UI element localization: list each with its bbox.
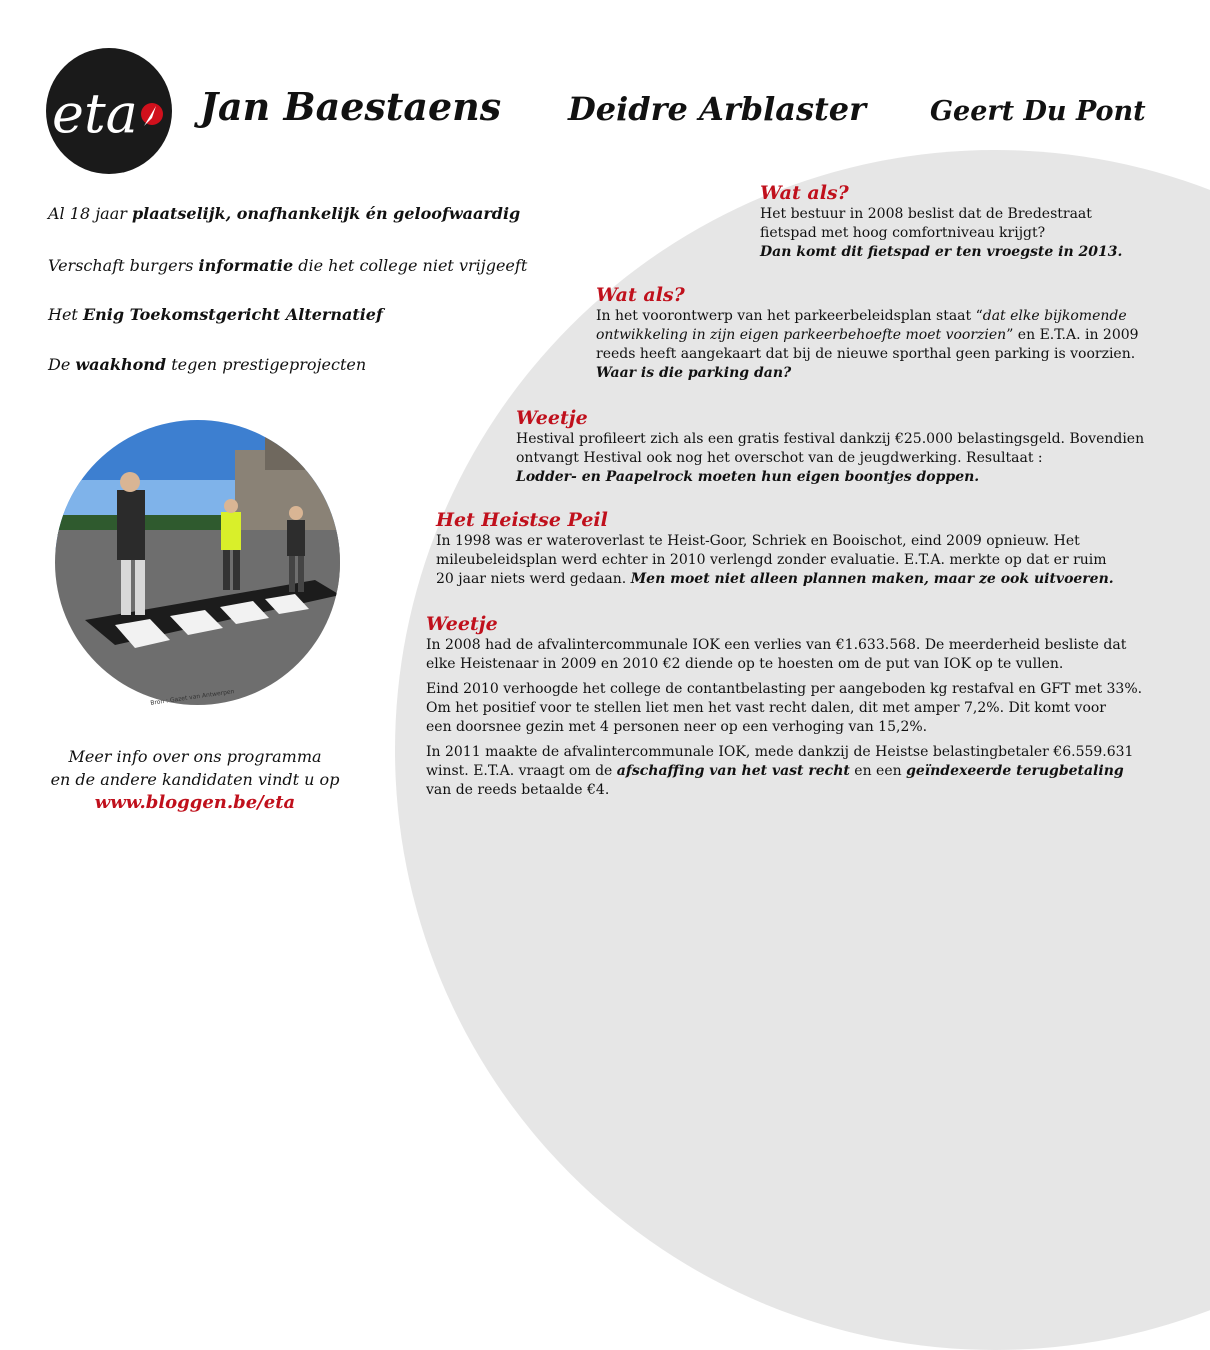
candidate-name-1: Jan Baestaens [200, 84, 502, 129]
eta-logo [46, 48, 172, 174]
tagline-4: De waakhond tegen prestigeprojecten [48, 355, 367, 374]
more-info-line-1: Meer info over ons programma [68, 747, 322, 766]
tagline-3: Het Enig Toekomstgericht Alternatief [48, 305, 383, 324]
more-info-line-2: en de andere kandidaten vindt u op [50, 770, 340, 789]
candidate-name-3: Geert Du Pont [930, 96, 1146, 127]
block-heading: Weetje [516, 407, 588, 429]
candidate-name-2: Deidre Arblaster [568, 90, 866, 128]
tagline-2: Verschaft burgers informatie die het college niet vrijgeeft [48, 256, 528, 275]
block-heading: Het Heistse Peil [436, 509, 608, 531]
block-weetje-1: Weetje Hestival profileert zich als een gratis festival dankzij €25.000 belastingsgeld. Bovendien ontvangt Hestival ook nog het overschot van de jeugdwerking. Resultaat : Lodder- en Paapelrock moeten hun eigen boontjes doppen. [516, 407, 1145, 485]
block-wat-als-1: Wat als? Het bestuur in 2008 beslist dat de Bredestraat fietspad met hoog comfortniveau krijgt? Dan komt dit fietspad er ten vroegste in 2013. [760, 182, 1123, 260]
block-weetje-2: Weetje In 2008 had de afvalintercommunale IOK een verlies van €1.633.568. De meerderheid besliste dat elke Heistenaar in 2009 en 2010 €2 diende op te hoesten om de put van IOK op te vullen. Eind 2010 verhoogde het college de contantbelasting per aangeboden kg restafval en GFT met 33%. Om het positief voor te stellen liet men het vast recht dalen, dit met amper 7,2%. Dit komt voor een doorsnee gezin met 4 personen neer op een verhoging van 15,2%. In 2011 maakte de afvalintercommunale IOK, mede dankzij de Heistse belastingbetaler €6.559.631 winst. E.T.A. vraagt om de afschaffing van het vast recht en een geïndexeerde terugbetaling van de reeds betaalde €4. [426, 613, 1143, 798]
logo-text: eta [52, 82, 138, 145]
more-info [40, 745, 350, 814]
block-heading: Weetje [426, 613, 498, 635]
block-wat-als-2: Wat als? In het voorontwerp van het parkeerbeleidsplan staat “dat elke bijkomende ontwikkeling in zijn eigen parkeerbehoefte moet voorzien” en E.T.A. in 2009 reeds heeft aangekaart dat bij de nieuwe sporthal geen parking is voorzien. Waar is die parking dan? [596, 284, 1139, 381]
block-heading: Wat als? [596, 284, 685, 306]
crosswalk-photo [55, 420, 340, 705]
website-link[interactable]: www.bloggen.be/eta [94, 792, 296, 813]
block-heistse-peil: Het Heistse Peil In 1998 was er wateroverlast te Heist-Goor, Schriek en Booischot, eind 2009 opnieuw. Het mileubeleidsplan werd echter in 2010 verlengd zonder evaluatie. E.T.A. merkte op dat er ruim 20 jaar niets werd gedaan. Men moet niet alleen plannen maken, maar ze ook uitvoeren. [436, 509, 1114, 587]
photo-credit: Bron : Gazet van Antwerpen [149, 688, 235, 707]
tagline-1: Al 18 jaar plaatselijk, onafhankelijk én geloofwaardig [48, 204, 521, 223]
block-heading: Wat als? [760, 182, 849, 204]
